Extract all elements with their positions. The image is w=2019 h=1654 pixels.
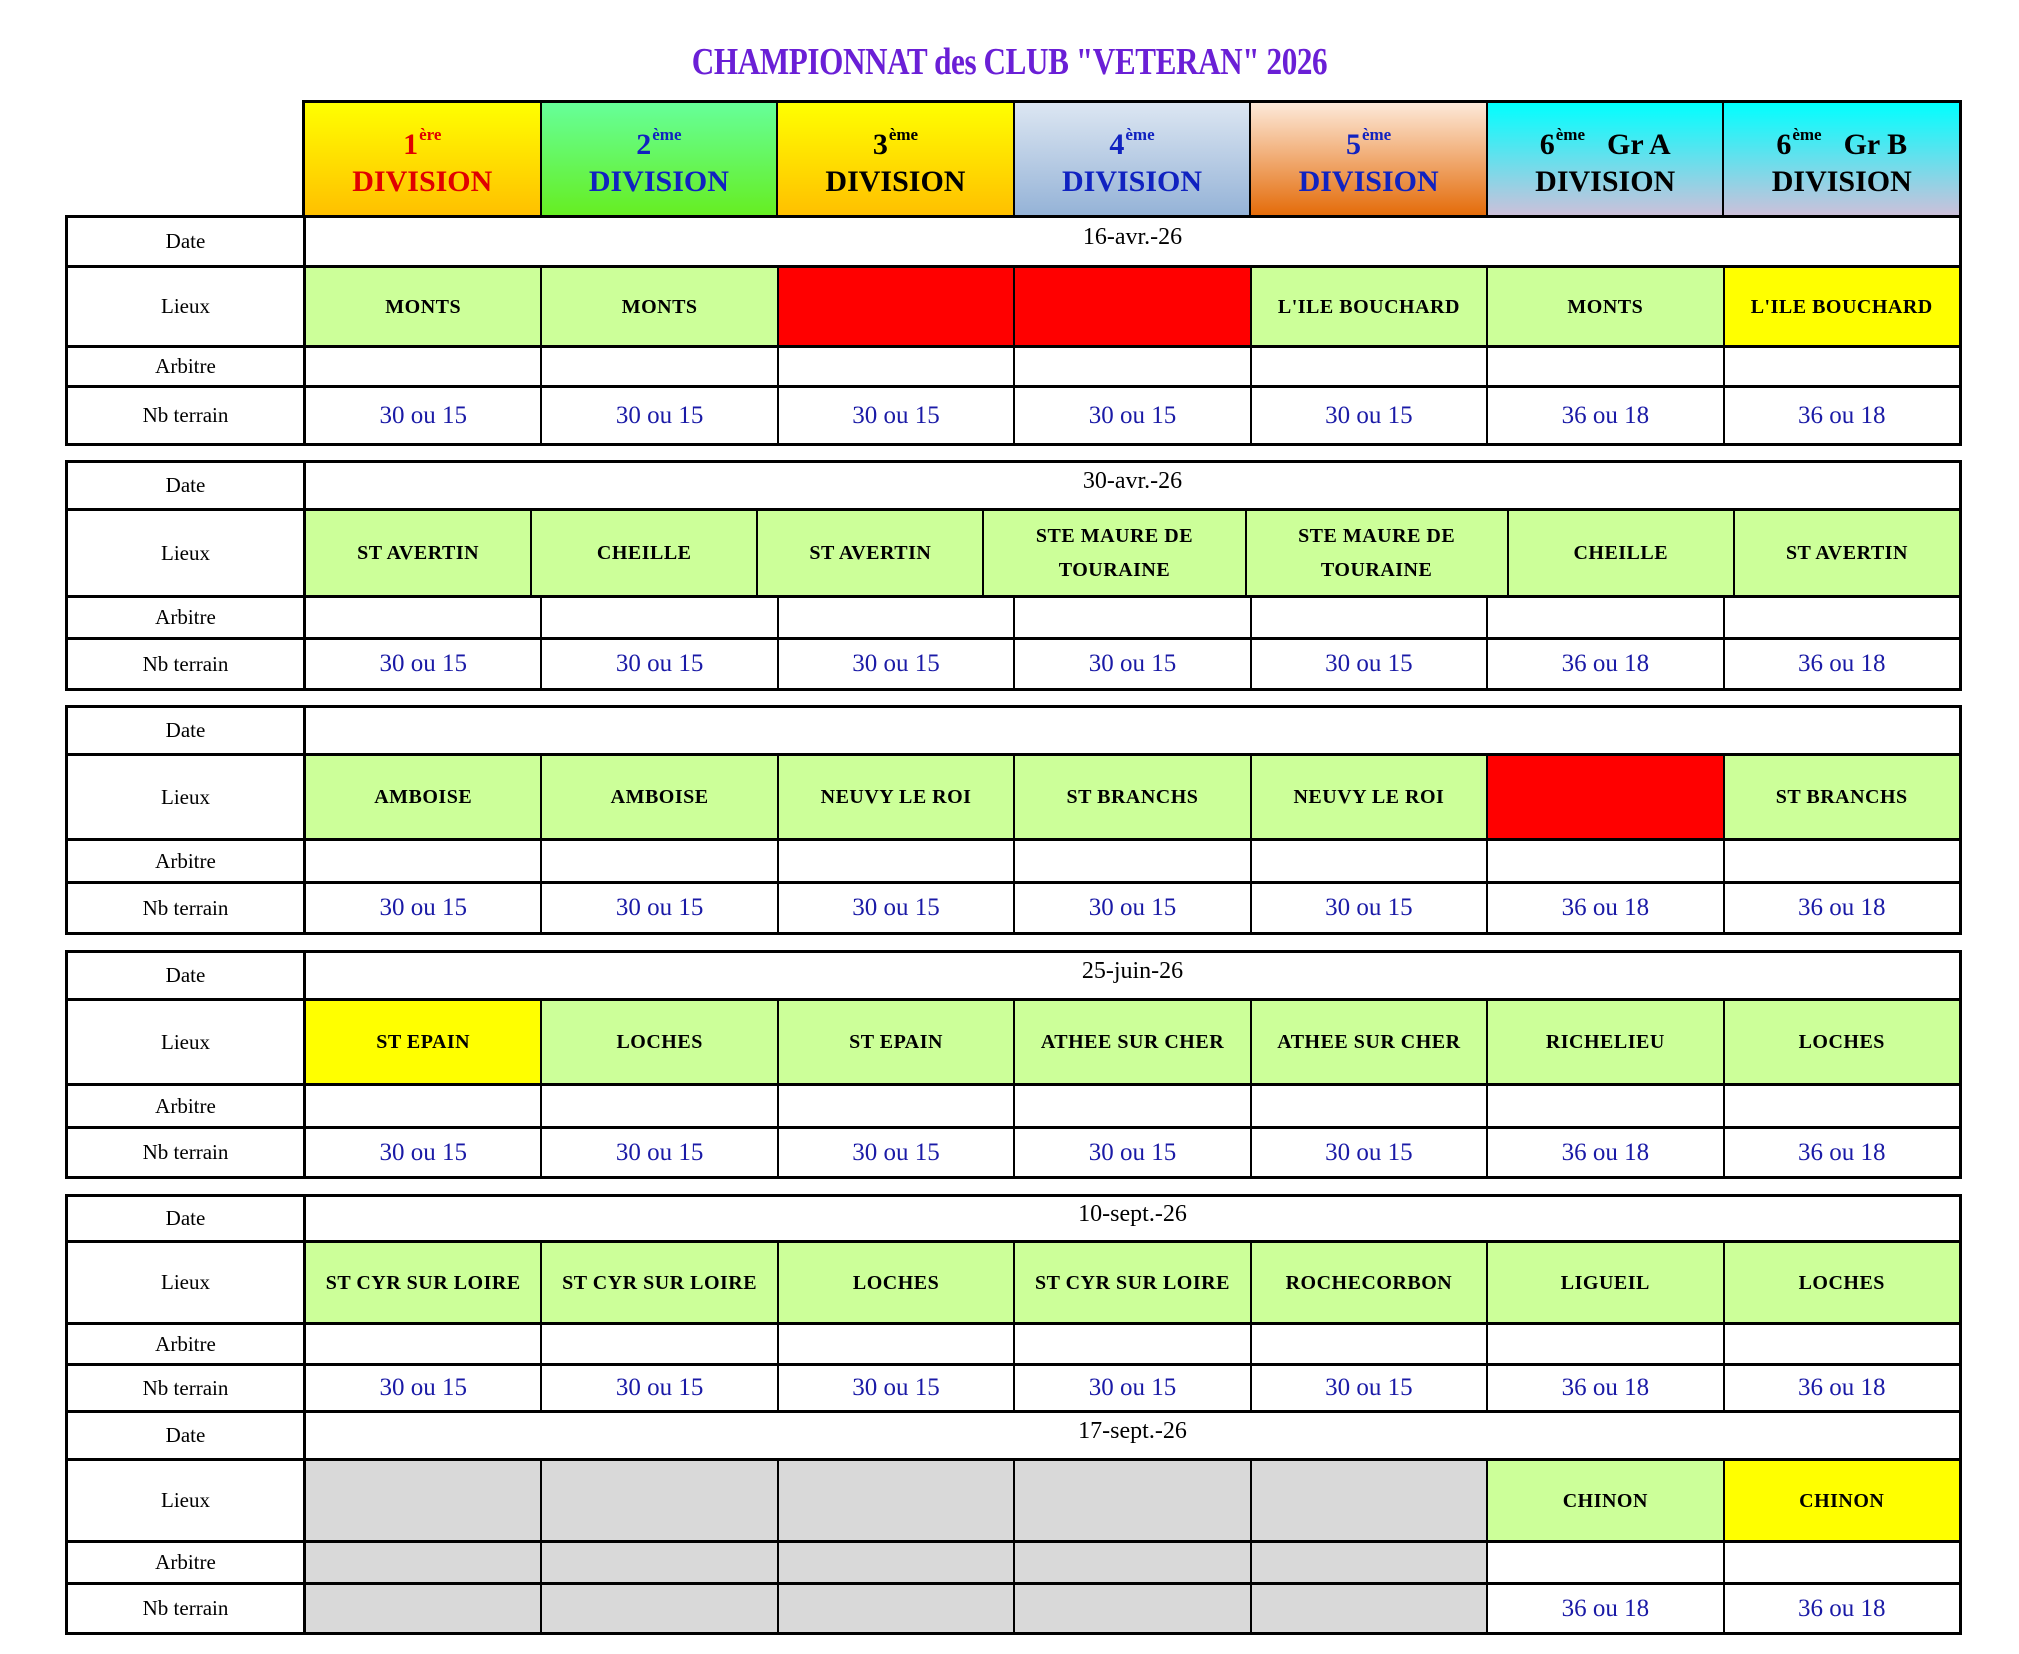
- division-word: DIVISION: [588, 165, 729, 198]
- field-count-row: [68, 640, 1959, 688]
- referee-cell: [779, 1325, 1015, 1363]
- referee-cell: [1488, 348, 1724, 385]
- referee-cell: [306, 348, 542, 385]
- venue-cell: MONTS: [306, 268, 542, 345]
- schedule-block: [65, 215, 1962, 446]
- referee-cell: [542, 598, 778, 637]
- venue-cell: [306, 1461, 542, 1540]
- field-count-row: [68, 1129, 1959, 1176]
- row-label-arbitre: Arbitre: [68, 841, 306, 881]
- date-value: 17-sept.-26: [1078, 1418, 1187, 1444]
- field-count-cell: 30 ou 15: [1015, 1366, 1251, 1410]
- venue-cell: ST AVERTIN: [306, 511, 532, 595]
- row-label-date: Date: [68, 1197, 306, 1240]
- field-count-cell: 36 ou 18: [1488, 1129, 1724, 1176]
- referee-cell: [779, 348, 1015, 385]
- date-row: [68, 1413, 1959, 1461]
- referee-cell: [1252, 1325, 1488, 1363]
- row-label-arbitre: Arbitre: [68, 1325, 306, 1363]
- schedule-block: [65, 460, 1962, 691]
- schedule-block: [65, 950, 1962, 1179]
- referee-cell: [1725, 841, 1959, 881]
- division-number: [872, 118, 919, 161]
- field-count-cell: 30 ou 15: [1252, 1366, 1488, 1410]
- date-value: 10-sept.-26: [1078, 1201, 1187, 1227]
- venue-cell: ROCHECORBON: [1252, 1243, 1488, 1322]
- row-label-lieux: Lieux: [68, 756, 306, 838]
- referee-cell: [1252, 1543, 1488, 1582]
- referee-cell: [1015, 1543, 1251, 1582]
- referee-cell: [1015, 1325, 1251, 1363]
- referee-cell: [542, 841, 778, 881]
- schedule-block: [65, 1194, 1962, 1635]
- field-count-cell: 30 ou 15: [306, 1366, 542, 1410]
- referee-cell: [1252, 598, 1488, 637]
- referee-row: [68, 348, 1959, 388]
- venue-cell: [779, 268, 1015, 345]
- division-ordinal: 3: [872, 128, 888, 161]
- field-count-cell: 36 ou 18: [1488, 1585, 1724, 1632]
- division-ordinal-suffix: ème: [888, 125, 919, 144]
- field-count-row: [68, 388, 1959, 443]
- referee-cell: [779, 841, 1015, 881]
- venue-cell: L'ILE BOUCHARD: [1725, 268, 1959, 345]
- venue-cell: ST AVERTIN: [758, 511, 984, 595]
- row-label-arbitre: Arbitre: [68, 1543, 306, 1582]
- field-count-cell: 30 ou 15: [542, 1366, 778, 1410]
- referee-cell: [1015, 598, 1251, 637]
- field-count-cell: 30 ou 15: [1015, 1129, 1251, 1176]
- venue-cell: LOCHES: [1725, 1243, 1959, 1322]
- venue-row: [68, 511, 1959, 598]
- venue-cell: [1015, 1461, 1251, 1540]
- venue-cell: LIGUEIL: [1488, 1243, 1724, 1322]
- division-group: Gr B: [1843, 128, 1908, 161]
- division-word: DIVISION: [352, 165, 493, 198]
- division-ordinal: 6: [1539, 128, 1555, 161]
- field-count-cell: 36 ou 18: [1725, 640, 1959, 688]
- division-ordinal-suffix: ème: [652, 125, 682, 144]
- division-ordinal: 1: [403, 128, 419, 161]
- field-count-cell: 30 ou 15: [306, 884, 542, 932]
- venue-cell: LOCHES: [779, 1243, 1015, 1322]
- date-row: [68, 218, 1959, 268]
- field-count-cell: 30 ou 15: [779, 1129, 1015, 1176]
- venue-cell: [1015, 268, 1251, 345]
- venue-cell: [542, 1461, 778, 1540]
- referee-cell: [1252, 841, 1488, 881]
- field-count-cell: 30 ou 15: [542, 884, 778, 932]
- referee-cell: [1725, 1325, 1959, 1363]
- referee-cell: [779, 1086, 1015, 1126]
- venue-row: [68, 756, 1959, 841]
- venue-cell: LOCHES: [542, 1001, 778, 1083]
- field-count-cell: 30 ou 15: [306, 1129, 542, 1176]
- division-number: [636, 118, 682, 161]
- venue-cell: CHINON: [1488, 1461, 1724, 1540]
- venue-cell: STE MAURE DE TOURAINE: [984, 511, 1246, 595]
- page-title: CHAMPIONNAT des CLUB "VETERAN" 2026: [691, 41, 1328, 83]
- division-word: DIVISION: [1298, 165, 1439, 198]
- referee-cell: [1725, 598, 1959, 637]
- field-count-cell: 30 ou 15: [1252, 1129, 1488, 1176]
- row-label-lieux: Lieux: [68, 511, 306, 595]
- division-header-3: [778, 103, 1015, 215]
- venue-cell: ATHEE SUR CHER: [1252, 1001, 1488, 1083]
- field-count-cell: 30 ou 15: [1015, 640, 1251, 688]
- date-row: [68, 463, 1959, 511]
- division-ordinal-suffix: ème: [1125, 125, 1155, 144]
- venue-cell: NEUVY LE ROI: [1252, 756, 1488, 838]
- field-count-cell: 36 ou 18: [1488, 640, 1724, 688]
- referee-row: [68, 841, 1959, 884]
- row-label-nb-terrain: Nb terrain: [68, 884, 306, 932]
- venue-cell: AMBOISE: [542, 756, 778, 838]
- venue-cell: ST EPAIN: [779, 1001, 1015, 1083]
- referee-cell: [542, 1325, 778, 1363]
- field-count-cell: 36 ou 18: [1488, 388, 1724, 443]
- row-label-date: Date: [68, 463, 306, 508]
- division-header-1: [305, 103, 542, 215]
- referee-row: [68, 1086, 1959, 1129]
- referee-cell: [1725, 1086, 1959, 1126]
- referee-cell: [542, 348, 778, 385]
- division-word: DIVISION: [1535, 165, 1676, 198]
- field-count-cell: 30 ou 15: [542, 640, 778, 688]
- field-count-cell: 30 ou 15: [779, 884, 1015, 932]
- venue-cell: [779, 1461, 1015, 1540]
- field-count-cell: 30 ou 15: [542, 388, 778, 443]
- division-header-row: [302, 100, 1962, 218]
- field-count-cell: 36 ou 18: [1725, 884, 1959, 932]
- referee-cell: [1488, 1325, 1724, 1363]
- row-label-date: Date: [68, 708, 306, 753]
- division-number: [1109, 118, 1155, 161]
- field-count-cell: 30 ou 15: [306, 388, 542, 443]
- referee-cell: [1015, 1086, 1251, 1126]
- division-ordinal-suffix: ème: [1361, 125, 1392, 144]
- field-count-row: [68, 1585, 1959, 1632]
- row-label-nb-terrain: Nb terrain: [68, 388, 306, 443]
- referee-cell: [306, 598, 542, 637]
- division-number: [1539, 118, 1671, 161]
- field-count-row: [68, 1366, 1959, 1413]
- field-count-cell: 36 ou 18: [1488, 884, 1724, 932]
- venue-cell: [1252, 1461, 1488, 1540]
- referee-cell: [306, 841, 542, 881]
- date-value: 25-juin-26: [1081, 958, 1184, 984]
- venue-cell: CHEILLE: [1509, 511, 1735, 595]
- date-row: [68, 1197, 1959, 1243]
- field-count-row: [68, 884, 1959, 932]
- date-row: [68, 708, 1959, 756]
- venue-cell: ST CYR SUR LOIRE: [542, 1243, 778, 1322]
- venue-cell: LOCHES: [1725, 1001, 1959, 1083]
- field-count-cell: [542, 1585, 778, 1632]
- field-count-cell: 30 ou 15: [779, 388, 1015, 443]
- referee-cell: [542, 1543, 778, 1582]
- row-label-date: Date: [68, 1413, 306, 1458]
- division-word: DIVISION: [1771, 165, 1912, 198]
- division-ordinal-suffix: ère: [419, 125, 442, 144]
- field-count-cell: 30 ou 15: [542, 1129, 778, 1176]
- division-number: [1776, 118, 1908, 161]
- division-word: DIVISION: [825, 165, 966, 198]
- row-label-date: Date: [68, 953, 306, 998]
- venue-cell: NEUVY LE ROI: [779, 756, 1015, 838]
- division-group: Gr A: [1607, 128, 1671, 161]
- referee-cell: [1488, 841, 1724, 881]
- referee-cell: [1488, 1543, 1724, 1582]
- referee-row: [68, 598, 1959, 640]
- venue-cell: MONTS: [542, 268, 778, 345]
- venue-cell: ST CYR SUR LOIRE: [306, 1243, 542, 1322]
- venue-cell: MONTS: [1488, 268, 1724, 345]
- field-count-cell: 30 ou 15: [1015, 388, 1251, 443]
- venue-cell: RICHELIEU: [1488, 1001, 1724, 1083]
- division-header-5: [1251, 103, 1488, 215]
- field-count-cell: 36 ou 18: [1725, 1129, 1959, 1176]
- referee-cell: [306, 1325, 542, 1363]
- field-count-cell: 30 ou 15: [1015, 884, 1251, 932]
- venue-cell: ST EPAIN: [306, 1001, 542, 1083]
- referee-row: [68, 1543, 1959, 1585]
- venue-cell: STE MAURE DE TOURAINE: [1247, 511, 1509, 595]
- date-value: 30-avr.-26: [1082, 468, 1183, 494]
- row-label-lieux: Lieux: [68, 1461, 306, 1540]
- division-number: [1345, 118, 1392, 161]
- field-count-cell: 36 ou 18: [1488, 1366, 1724, 1410]
- venue-row: [68, 268, 1959, 348]
- referee-cell: [306, 1086, 542, 1126]
- venue-cell: ST AVERTIN: [1735, 511, 1959, 595]
- referee-cell: [779, 1543, 1015, 1582]
- field-count-cell: [1252, 1585, 1488, 1632]
- row-label-nb-terrain: Nb terrain: [68, 640, 306, 688]
- venue-cell: ATHEE SUR CHER: [1015, 1001, 1251, 1083]
- venue-cell: L'ILE BOUCHARD: [1252, 268, 1488, 345]
- venue-row: [68, 1243, 1959, 1325]
- row-label-lieux: Lieux: [68, 1001, 306, 1083]
- field-count-cell: 36 ou 18: [1725, 1585, 1959, 1632]
- schedule-block: [65, 705, 1962, 935]
- referee-cell: [1725, 1543, 1959, 1582]
- venue-cell: AMBOISE: [306, 756, 542, 838]
- field-count-cell: 36 ou 18: [1725, 388, 1959, 443]
- division-ordinal: 6: [1776, 128, 1792, 161]
- field-count-cell: 30 ou 15: [1252, 884, 1488, 932]
- referee-cell: [1488, 1086, 1724, 1126]
- venue-cell: [1488, 756, 1724, 838]
- row-label-arbitre: Arbitre: [68, 348, 306, 385]
- venue-cell: ST CYR SUR LOIRE: [1015, 1243, 1251, 1322]
- field-count-cell: 30 ou 15: [779, 640, 1015, 688]
- referee-row: [68, 1325, 1959, 1366]
- division-ordinal: 5: [1345, 128, 1361, 161]
- venue-cell: ST BRANCHS: [1015, 756, 1251, 838]
- referee-cell: [779, 598, 1015, 637]
- division-word: DIVISION: [1062, 165, 1203, 198]
- row-label-arbitre: Arbitre: [68, 1086, 306, 1126]
- venue-row: [68, 1001, 1959, 1086]
- venue-cell: ST BRANCHS: [1725, 756, 1959, 838]
- field-count-cell: 30 ou 15: [1252, 640, 1488, 688]
- row-label-date: Date: [68, 218, 306, 265]
- referee-cell: [306, 1543, 542, 1582]
- date-value: 16-avr.-26: [1082, 224, 1183, 250]
- field-count-cell: [306, 1585, 542, 1632]
- row-label-lieux: Lieux: [68, 268, 306, 345]
- division-ordinal: 4: [1109, 128, 1125, 161]
- referee-cell: [1015, 348, 1251, 385]
- date-value: [306, 708, 1959, 753]
- referee-cell: [1252, 1086, 1488, 1126]
- division-header-7: [1724, 103, 1959, 215]
- venue-row: [68, 1461, 1959, 1543]
- row-label-nb-terrain: Nb terrain: [68, 1366, 306, 1410]
- field-count-cell: 30 ou 15: [306, 640, 542, 688]
- row-label-nb-terrain: Nb terrain: [68, 1129, 306, 1176]
- division-ordinal-suffix: ème: [1555, 125, 1585, 144]
- referee-cell: [1252, 348, 1488, 385]
- field-count-cell: 30 ou 15: [1252, 388, 1488, 443]
- row-label-lieux: Lieux: [68, 1243, 306, 1322]
- row-label-arbitre: Arbitre: [68, 598, 306, 637]
- division-ordinal: 2: [636, 128, 652, 161]
- division-header-4: [1015, 103, 1252, 215]
- division-header-2: [542, 103, 779, 215]
- date-row: [68, 953, 1959, 1001]
- field-count-cell: 30 ou 15: [779, 1366, 1015, 1410]
- division-number: [403, 118, 442, 161]
- field-count-cell: [1015, 1585, 1251, 1632]
- referee-cell: [1725, 348, 1959, 385]
- referee-cell: [542, 1086, 778, 1126]
- row-label-nb-terrain: Nb terrain: [68, 1585, 306, 1632]
- venue-cell: CHEILLE: [532, 511, 758, 595]
- division-ordinal-suffix: ème: [1792, 125, 1822, 144]
- field-count-cell: [779, 1585, 1015, 1632]
- referee-cell: [1015, 841, 1251, 881]
- division-header-6: [1488, 103, 1725, 215]
- field-count-cell: 36 ou 18: [1725, 1366, 1959, 1410]
- venue-cell: CHINON: [1725, 1461, 1959, 1540]
- referee-cell: [1488, 598, 1724, 637]
